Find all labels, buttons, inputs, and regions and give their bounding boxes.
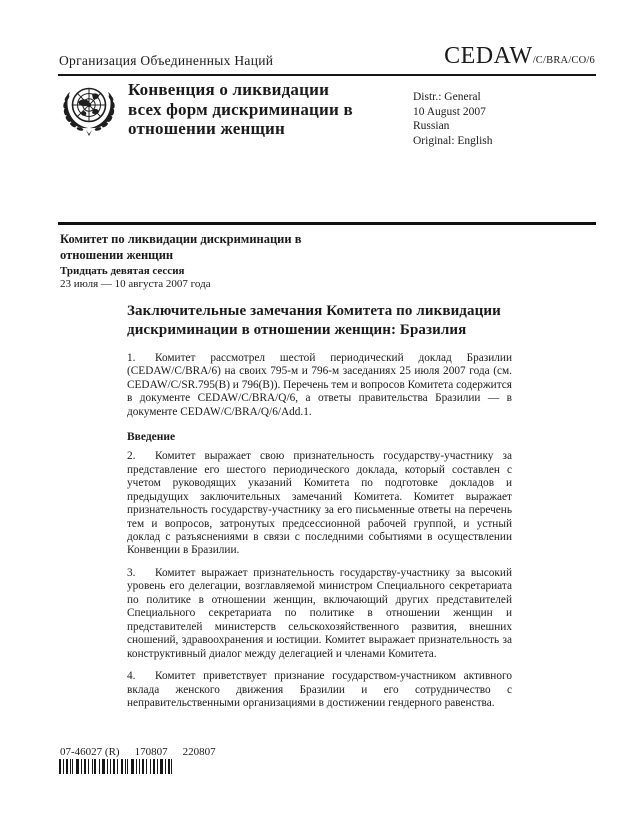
section-divider	[58, 222, 596, 225]
main-content	[127, 302, 512, 719]
distr-original: Original: English	[413, 134, 493, 147]
paragraph-number: 2.	[127, 450, 136, 463]
paragraph-text: Комитет рассмотрел шестой периодический доклад Бразилии (CEDAW/C/BRA/6) на своих 795-м и 796-м заседаниях 25 июля 2007 года (см. CEDAW/C/SR.795(B) и 796(B)). Перечень тем и вопросов Комитета содержится в документе CEDAW/C/BRA/Q/6, а ответы правительства Бразилии — в документе CEDAW/C/BRA/Q/6/Add.1.	[127, 352, 512, 418]
paragraph-number: 4.	[127, 670, 136, 683]
distr-language: Russian	[413, 120, 450, 133]
distr-line: Distr.: General	[413, 91, 481, 103]
document-symbol	[444, 43, 595, 70]
page-title: Заключительные замечания Комитета по ликвидации дискриминации в отношении женщин: Бразилия	[127, 303, 501, 338]
barcode	[59, 759, 172, 774]
paragraph-3	[127, 567, 512, 661]
un-emblem-icon	[56, 82, 122, 142]
paragraph-1	[127, 352, 512, 419]
document-symbol-suffix: /C/BRA/CO/6	[532, 55, 595, 66]
committee-dates: 23 июля — 10 августа 2007 года	[60, 277, 211, 290]
intro-heading: Введение	[127, 431, 176, 444]
paragraph-4	[127, 670, 512, 710]
footer-date-second: 220807	[182, 746, 216, 758]
footer-date-first: 170807	[134, 746, 168, 758]
distr-date: 10 August 2007	[413, 105, 486, 118]
footer-document-number	[60, 746, 231, 758]
paragraph-text: Комитет выражает признательность государству-участнику за высокий уровень его делегации, возглавляемой министром Специального секретариата по политике в отношении женщин, включающий других представителей Специального секретариата по политике в отношении женщин и представителей министерств сельскохозяйственного развития, внешних сношений, здравоохранения и юстиции. Комитет выражает признательность за конструктивный диалог между делегацией и членами Комитета.	[127, 566, 512, 660]
paragraph-text: Комитет приветствует признание государством-участником активного вклада женского движения Бразилии и его сотрудничество с неправительственными организациями в достижении гендерного равенства.	[127, 670, 512, 709]
paragraph-2	[127, 450, 512, 558]
footer-doc-number: 07-46027 (R)	[60, 746, 120, 758]
un-org-name: Организация Объединенных Наций	[59, 53, 274, 68]
committee-session: Тридцать девятая сессия	[60, 265, 185, 277]
distribution-block	[413, 90, 493, 148]
paragraph-number: 3.	[127, 566, 136, 579]
committee-block	[60, 232, 360, 291]
paragraph-text: Комитет выражает свою признательность государству-участнику за представление его шестого периодического доклада, который составлен с учетом руководящих указаний Комитета по подготовке докладов и предыдущих заключительных замечаний Комитета. Комитет выражает признательность государству-участнику за его письменные ответы на перечень тем и вопросов, затронутых предсессионной рабочей группой, и устный доклад с разъяснениями в связи с последними событиями в осуществлении Конвенции в Бразилии.	[127, 450, 512, 557]
paragraph-number: 1.	[127, 352, 136, 364]
header-divider	[58, 74, 596, 76]
committee-name: Комитет по ликвидации дискриминации в отношении женщин	[60, 232, 302, 262]
convention-title: Конвенция о ликвидации всех форм дискриминации в отношении женщин	[128, 80, 353, 138]
document-symbol-main: CEDAW	[444, 43, 533, 69]
